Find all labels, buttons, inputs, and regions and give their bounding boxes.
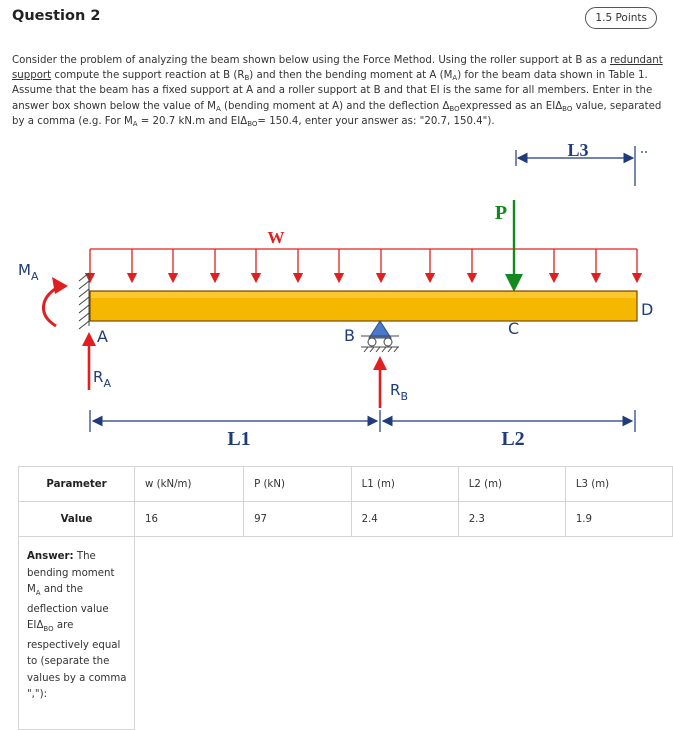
table-cell: 1.9 bbox=[565, 502, 672, 537]
table-row-label: Value bbox=[19, 502, 135, 537]
table-header-cell: w (kN/m) bbox=[135, 467, 244, 502]
points-badge: 1.5 Points bbox=[585, 7, 657, 29]
reaction-rb bbox=[373, 356, 387, 408]
table-header-row bbox=[19, 467, 673, 502]
table-row bbox=[19, 502, 673, 537]
answer-row bbox=[19, 537, 673, 730]
point-label-c: C bbox=[508, 319, 520, 338]
question-title: Question 2 bbox=[12, 8, 101, 24]
table-cell: 16 bbox=[135, 502, 244, 537]
moment-label-ma: $M_A$ bbox=[18, 261, 39, 283]
moment-ma bbox=[43, 277, 68, 326]
table-header-cell: P (kN) bbox=[244, 467, 352, 502]
point-load-p bbox=[505, 200, 523, 292]
load-label-w: W bbox=[267, 228, 285, 247]
table-header-cell: L3 (m) bbox=[565, 467, 672, 502]
point-label-b: B bbox=[344, 326, 355, 345]
redundant-support-link[interactable]: redundant support bbox=[12, 55, 663, 82]
dimension-label-l3: L3 bbox=[567, 140, 589, 160]
dimension-l1-l2 bbox=[90, 410, 635, 432]
reaction-label-rb: $R_B$ bbox=[390, 381, 408, 403]
table-header-cell: Parameter bbox=[19, 467, 135, 502]
dimension-label-l1: L1 bbox=[227, 428, 251, 450]
dimension-label-l2: L2 bbox=[501, 428, 525, 450]
problem-statement: Consider the problem of analyzing the beam shown below using the Force Method. Using the roller support at B as a redundant support compute the support reaction at B $(R_B)$ and then the bending moment at A $(M_A)$ for the beam data shown in Table 1. Assume that the beam has a fixed support at A and a roller support at B and that EI is the same for all members. Enter in the answer box shown below the value of $M_A$ (bending moment at A) and the deflection $\Delta_{BO}expressed$ as an $EI\Delta_{BO}$ value, separated by a comma (e.g. For $M_A = 20.7$ kN.m and $EI\Delta_{BO}= 150.4$, enter your answer as: "20.7, 150.4"). bbox=[12, 55, 663, 128]
table-cell: 2.3 bbox=[458, 502, 565, 537]
table-header-cell: L2 (m) bbox=[458, 467, 565, 502]
point-label-a: A bbox=[97, 327, 108, 346]
table-cell: 2.4 bbox=[351, 502, 458, 537]
answer-prompt: Answer: The bending moment $M_A$ and the deflection value $EI\Delta_{BO}$ are respectively equal to (separate the values by a comma ","): bbox=[19, 537, 135, 730]
roller-support-b bbox=[361, 321, 399, 352]
table-cell: 97 bbox=[244, 502, 352, 537]
parameters-table bbox=[18, 466, 673, 730]
reaction-label-ra: $R_A$ bbox=[93, 368, 111, 390]
fixed-support-a bbox=[79, 273, 89, 329]
answer-empty-area bbox=[135, 537, 673, 730]
table-header-cell: L1 (m) bbox=[351, 467, 458, 502]
distributed-load bbox=[90, 249, 637, 278]
point-label-d: D bbox=[641, 300, 654, 319]
point-load-label: P bbox=[494, 202, 508, 224]
beam-diagram bbox=[0, 140, 673, 460]
